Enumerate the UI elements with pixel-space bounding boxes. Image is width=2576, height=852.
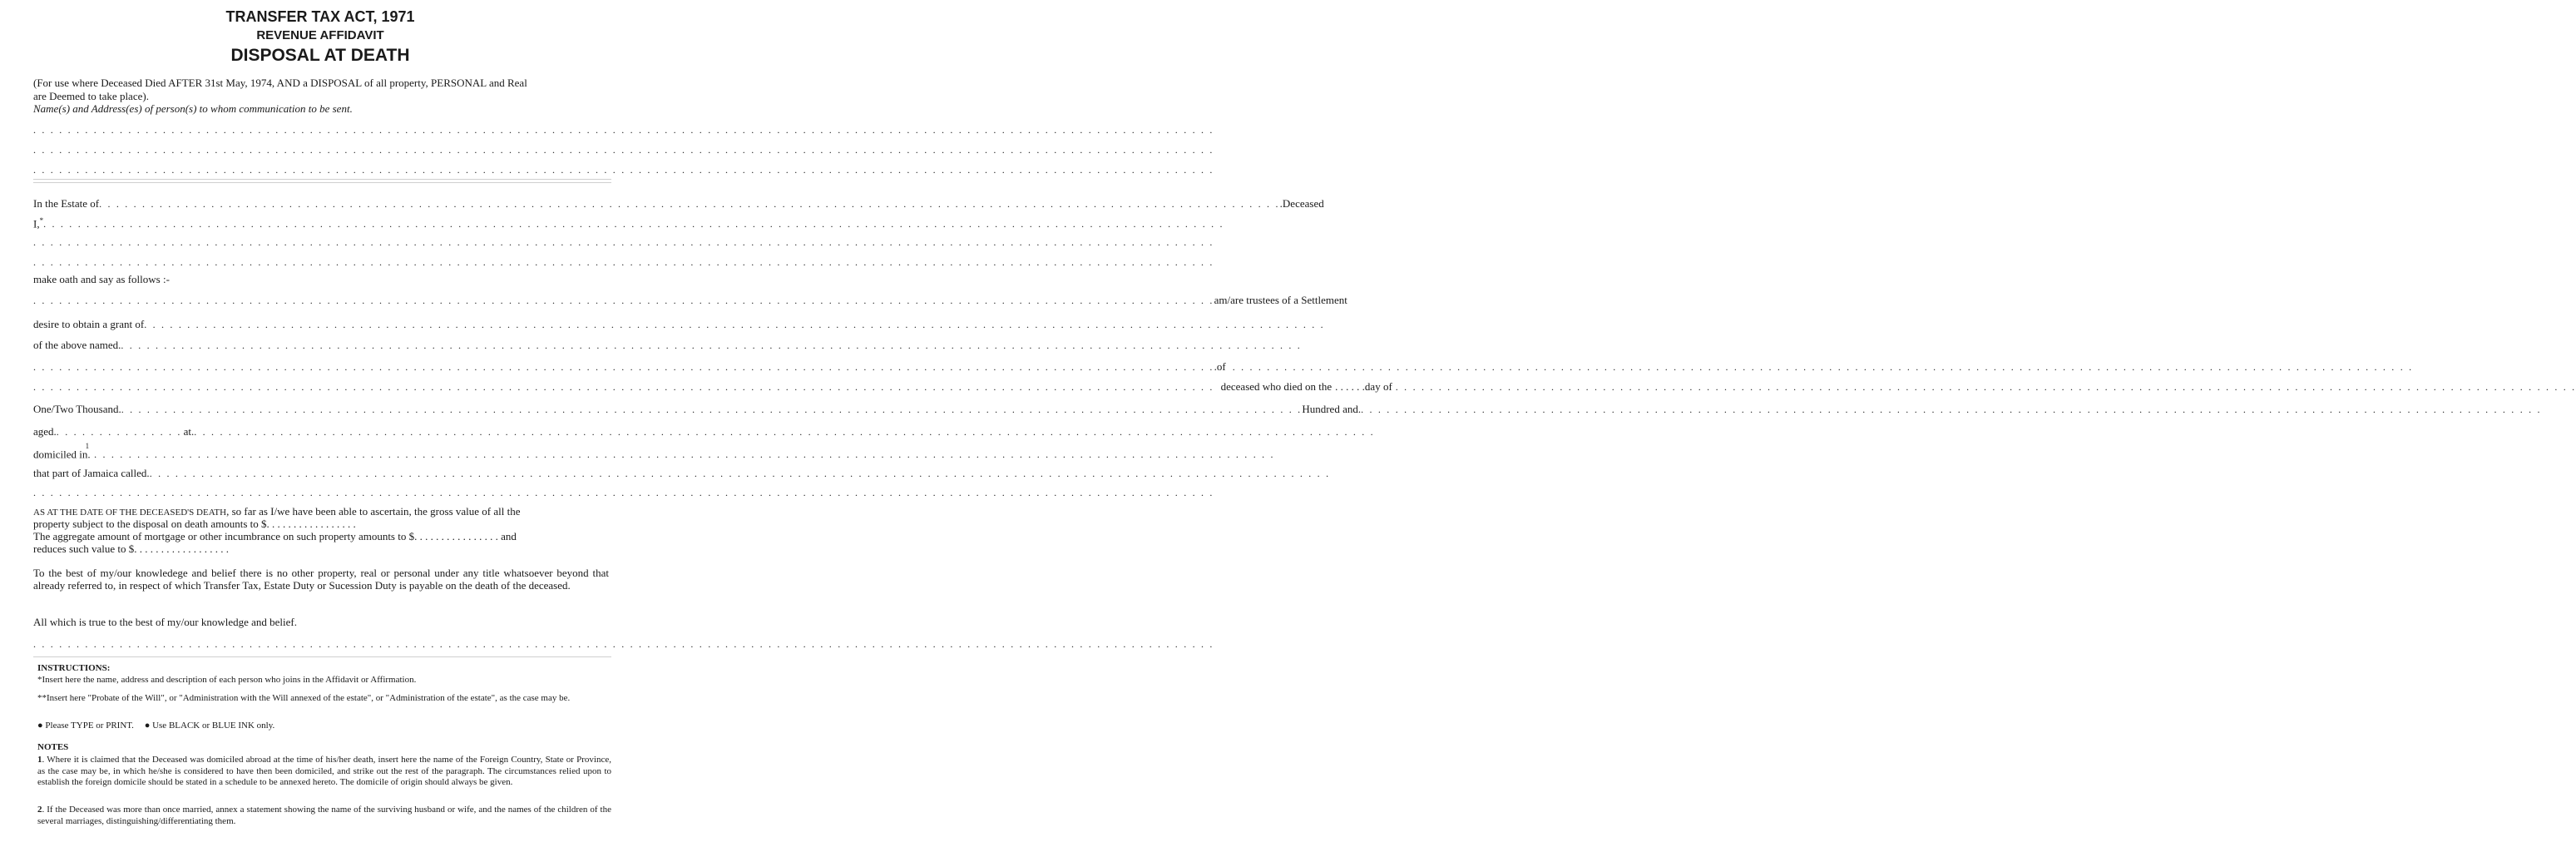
note-2: 2. If the Deceased was more than once married, annex a statement showing the name of the surviving husband or wife, and the names of the children of the several marriages, distinguishing/differentiating them. — [37, 805, 611, 826]
address-line-1[interactable]: . . . . . . . . . . . . . . . . . . . . . . . . . . . . . . . . . . . . . . . . . . . . . . . . . . . . . . . . . . . . . . . . . . . . . . . . . . . . . . . . . . . . . . . . . . . . . . . . . . . . . . . . . . . . . . . . . . . . . . . . . . . . . . . . . . . . . . . . . — [33, 124, 1214, 136]
form-title: TRANSFER TAX ACT, 1971 — [225, 8, 415, 25]
deceased-died-label: deceased who died on the — [1220, 380, 1332, 393]
trustees-label: am/are trustees of a Settlement — [1214, 294, 1347, 306]
deponent-label: I,* — [33, 216, 44, 230]
jamaica-field[interactable]: . . . . . . . . . . . . . . . . . . . . . . . . . . . . . . . . . . . . . . . . . . . . . . . . . . . . . . . . . . . . . . . . . . . . . . . . . . . . . . . . . . . . . . . . . . . . . . . . . . . . . . . . . . . . . . . . . . . . . . . . . . . . . . . . . . . . . . . . . — [149, 468, 1331, 479]
domiciled-row — [33, 442, 1275, 461]
one-two-thousand-label: One/Two Thousand. — [33, 403, 121, 415]
intro-line-3: Name(s) and Address(es) of person(s) to whom communication to be sent. — [33, 102, 353, 115]
intro-line-1: (For use where Deceased Died AFTER 31st May, 1974, AND a DISPOSAL of all property, PERSONAL and Real — [33, 77, 527, 89]
divider — [33, 182, 611, 183]
aged-row — [33, 425, 1375, 438]
valuation-line-3: The aggregate amount of mortgage or other incumbrance on such property amounts to $. . . . . . . . . . . . . . . . and — [33, 530, 517, 542]
at-field[interactable]: . . . . . . . . . . . . . . . . . . . . . . . . . . . . . . . . . . . . . . . . . . . . . . . . . . . . . . . . . . . . . . . . . . . . . . . . . . . . . . . . . . . . . . . . . . . . . . . . . . . . . . . . . . . . . . . . . . . . . . . . . . . . . . . . . . . . . . . . . — [194, 426, 1375, 438]
notes-heading: NOTES — [37, 742, 69, 752]
estate-field[interactable]: . . . . . . . . . . . . . . . . . . . . . . . . . . . . . . . . . . . . . . . . . . . . . . . . . . . . . . . . . . . . . . . . . . . . . . . . . . . . . . . . . . . . . . . . . . . . . . . . . . . . . . . . . . . . . . . . . . . . . . . . . . . . . . . . . . . . . . . . . — [99, 198, 1280, 210]
year-row — [33, 403, 2542, 416]
domiciled-label: domiciled in.$^1$ — [33, 442, 91, 461]
hundred-and-label: Hundred and. — [1302, 403, 1362, 415]
form-heading: DISPOSAL AT DEATH — [230, 46, 410, 65]
aged-label: aged. — [33, 425, 57, 438]
above-named-field[interactable]: . . . . . . . . . . . . . . . . . . . . . . . . . . . . . . . . . . . . . . . . . . . . . . . . . . . . . . . . . . . . . . . . . . . . . . . . . . . . . . . . . . . . . . . . . . . . . . . . . . . . . . . . . . . . . . . . . . . . . . . . . . . . . . . . . . . . . . . . . — [121, 339, 1303, 351]
valuation-line-2: property subject to the disposal on death amounts to $. . . . . . . . . . . . . . . . . — [33, 518, 356, 530]
jamaica-line-2[interactable]: . . . . . . . . . . . . . . . . . . . . . . . . . . . . . . . . . . . . . . . . . . . . . . . . . . . . . . . . . . . . . . . . . . . . . . . . . . . . . . . . . . . . . . . . . . . . . . . . . . . . . . . . . . . . . . . . . . . . . . . . . . . . . . . . . . . . . . . . . — [33, 487, 1214, 498]
estate-row — [33, 197, 1324, 211]
above-named-label: of the above named. — [33, 339, 121, 351]
thousand-field[interactable]: . . . . . . . . . . . . . . . . . . . . . . . . . . . . . . . . . . . . . . . . . . . . . . . . . . . . . . . . . . . . . . . . . . . . . . . . . . . . . . . . . . . . . . . . . . . . . . . . . . . . . . . . . . . . . . . . . . . . . . . . . . . . . . . . . . . . . . . . . — [121, 404, 1303, 415]
instructions-heading: INSTRUCTIONS: — [37, 663, 111, 673]
form-subtitle: REVENUE AFFIDAVIT — [256, 28, 384, 42]
day-label: . . . . . .day of — [1335, 380, 1392, 393]
oath-text: make oath and say as follows :- — [33, 273, 170, 285]
month-field[interactable]: . . . . . . . . . . . . . . . . . . . . . . . . . . . . . . . . . . . . . . . . . . . . . . . . . . . . . . . . . . . . . . . . . . . . . . . . . . . . . . . . . . . . . . . . . . . . . . . . . . . . . . . . . . . . . . . . . . . . . . . . . . . . . . . . . . . . . . . . . — [1395, 381, 2576, 393]
at-label: at. — [183, 425, 195, 438]
domiciled-field[interactable]: . . . . . . . . . . . . . . . . . . . . . . . . . . . . . . . . . . . . . . . . . . . . . . . . . . . . . . . . . . . . . . . . . . . . . . . . . . . . . . . . . . . . . . . . . . . . . . . . . . . . . . . . . . . . . . . . . . . . . . . . . . . . . . . . . . . . . . . . . — [94, 448, 1275, 461]
deponent-field[interactable]: . . . . . . . . . . . . . . . . . . . . . . . . . . . . . . . . . . . . . . . . . . . . . . . . . . . . . . . . . . . . . . . . . . . . . . . . . . . . . . . . . . . . . . . . . . . . . . . . . . . . . . . . . . . . . . . . . . . . . . . . . . . . . . . . . . . . . . . . . — [43, 218, 1224, 230]
deponent-line-2[interactable]: . . . . . . . . . . . . . . . . . . . . . . . . . . . . . . . . . . . . . . . . . . . . . . . . . . . . . . . . . . . . . . . . . . . . . . . . . . . . . . . . . . . . . . . . . . . . . . . . . . . . . . . . . . . . . . . . . . . . . . . . . . . . . . . . . . . . . . . . . — [33, 236, 1214, 248]
divider — [33, 656, 611, 657]
grant-label: desire to obtain a grant of — [33, 318, 145, 330]
estate-label: In the Estate of — [33, 197, 100, 210]
signature-line[interactable]: . . . . . . . . . . . . . . . . . . . . . . . . . . . . . . . . . . . . . . . . . . . . . . . . . . . . . . . . . . . . . . . . . . . . . . . . . . . . . . . . . . . . . . . . . . . . . . . . . . . . . . . . . . . . . . . . . . . . . . . . . . . . . . . . . . . . . . . . . — [33, 638, 1214, 650]
trustees-field[interactable]: . . . . . . . . . . . . . . . . . . . . . . . . . . . . . . . . . . . . . . . . . . . . . . . . . . . . . . . . . . . . . . . . . . . . . . . . . . . . . . . . . . . . . . . . . . . . . . . . . . . . . . . . . . . . . . . . . . . . . . . . . . . . . . . . . . . . . . . . . — [33, 295, 1214, 306]
knowledge-statement: To the best of my/our knowledege and belief there is no other property, real or personal under any title whatsoever beyond that already referred to, in respect of which Transfer Tax, Estate Duty or Sucession Duty is payable on the death of the deceased. — [33, 567, 609, 592]
year-field[interactable]: . . . . . . . . . . . . . . . . . . . . . . . . . . . . . . . . . . . . . . . . . . . . . . . . . . . . . . . . . . . . . . . . . . . . . . . . . . . . . . . . . . . . . . . . . . . . . . . . . . . . . . . . . . . . . . . . . . . . . . . . . . . . . . . . . . . . . . . . . — [1361, 404, 2542, 415]
deponent-row — [33, 216, 1224, 230]
deponent-line-3[interactable]: . . . . . . . . . . . . . . . . . . . . . . . . . . . . . . . . . . . . . . . . . . . . . . . . . . . . . . . . . . . . . . . . . . . . . . . . . . . . . . . . . . . . . . . . . . . . . . . . . . . . . . . . . . . . . . . . . . . . . . . . . . . . . . . . . . . . . . . . . — [33, 256, 1214, 268]
note-1: 1. Where it is claimed that the Deceased was domiciled abroad at the time of his/her death, insert here the name of the Foreign Country, State or Province, as the case may be, in which he/she is considered to have then been domiciled, and strike out the rest of the paragraph. The circumstances relied upon to establish the foreign domicile should be stated in a schedule to be annexed hereto. The domicile of origin should always be given. — [37, 755, 611, 787]
valuation-line-4: reduces such value to $. . . . . . . . . . . . . . . . . . — [33, 542, 230, 555]
grant-row — [33, 318, 1325, 331]
grant-field[interactable]: . . . . . . . . . . . . . . . . . . . . . . . . . . . . . . . . . . . . . . . . . . . . . . . . . . . . . . . . . . . . . . . . . . . . . . . . . . . . . . . . . . . . . . . . . . . . . . . . . . . . . . . . . . . . . . . . . . . . . . . . . . . . . . . . . . . . . . . . . — [144, 319, 1325, 330]
jamaica-label: that part of Jamaica called. — [33, 467, 150, 479]
jamaica-row — [33, 467, 1331, 480]
trustees-row — [33, 294, 1347, 307]
divider — [33, 179, 611, 180]
address-line-3[interactable]: . . . . . . . . . . . . . . . . . . . . . . . . . . . . . . . . . . . . . . . . . . . . . . . . . . . . . . . . . . . . . . . . . . . . . . . . . . . . . . . . . . . . . . . . . . . . . . . . . . . . . . . . . . . . . . . . . . . . . . . . . . . . . . . . . . . . . . . . . — [33, 164, 1214, 176]
deceased-name-field[interactable]: . . . . . . . . . . . . . . . . . . . . . . . . . . . . . . . . . . . . . . . . . . . . . . . . . . . . . . . . . . . . . . . . . . . . . . . . . . . . . . . . . . . . . . . . . . . . . . . . . . . . . . . . . . . . . . . . . . . . . . . . . . . . . . . . . . . . . . . . . — [33, 381, 1214, 393]
truth-statement: All which is true to the best of my/our knowledge and belief. — [33, 616, 297, 628]
instruction-1: *Insert here the name, address and description of each person who joins in the Affidavit or Affirmation. — [37, 675, 417, 685]
of-label: .of — [1214, 360, 1226, 373]
aged-field[interactable]: . . . . . . . . . . . . . . . — [56, 426, 182, 438]
of-row — [33, 360, 2414, 374]
address-line-2[interactable]: . . . . . . . . . . . . . . . . . . . . . . . . . . . . . . . . . . . . . . . . . . . . . . . . . . . . . . . . . . . . . . . . . . . . . . . . . . . . . . . . . . . . . . . . . . . . . . . . . . . . . . . . . . . . . . . . . . . . . . . . . . . . . . . . . . . . . . . . . — [33, 144, 1214, 156]
death-date-row — [33, 380, 2576, 394]
deceased-label: .Deceased — [1279, 197, 1324, 210]
instruction-bullets — [37, 721, 274, 731]
type-print-bullet: ● Please TYPE or PRINT. — [37, 721, 134, 731]
valuation-line-1: AS AT THE DATE OF THE DECEASED'S DEATH, so far as I/we have been able to ascertain, the gross value of all the — [33, 505, 521, 518]
instruction-2: **Insert here "Probate of the Will", or "Administration with the Will annexed of the estate", or "Administration of the estate", as the case may be. — [37, 693, 571, 703]
above-named-row — [33, 339, 1303, 352]
ink-bullet: ● Use BLACK or BLUE INK only. — [144, 721, 275, 731]
intro-line-2: are Deemed to take place). — [33, 90, 149, 102]
name-field[interactable]: . . . . . . . . . . . . . . . . . . . . . . . . . . . . . . . . . . . . . . . . . . . . . . . . . . . . . . . . . . . . . . . . . . . . . . . . . . . . . . . . . . . . . . . . . . . . . . . . . . . . . . . . . . . . . . . . . . . . . . . . . . . . . . . . . . . . . . . . . — [33, 361, 1214, 373]
of-field[interactable]: . . . . . . . . . . . . . . . . . . . . . . . . . . . . . . . . . . . . . . . . . . . . . . . . . . . . . . . . . . . . . . . . . . . . . . . . . . . . . . . . . . . . . . . . . . . . . . . . . . . . . . . . . . . . . . . . . . . . . . . . . . . . . . . . . . . . . . . . . — [1232, 361, 2414, 373]
